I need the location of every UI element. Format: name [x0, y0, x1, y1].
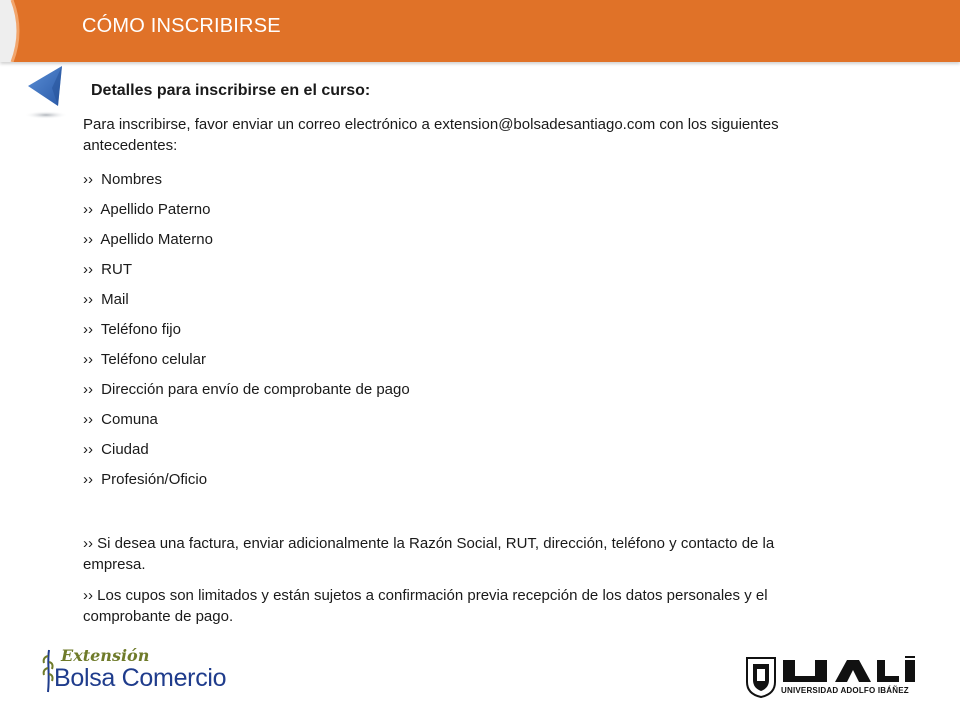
bullet-mark: ›› [83, 471, 93, 488]
title-bar [0, 0, 960, 62]
list-item-label: Comuna [101, 411, 158, 428]
bullet-mark: ›› [83, 381, 93, 398]
required-fields-list [83, 165, 828, 495]
note-text: Los cupos son limitados y están sujetos a confirmación previa recepción de los datos personales y el comprobante de pago. [83, 587, 768, 625]
extension-bolsa-comercio-logo [40, 645, 250, 695]
page-title: CÓMO INSCRIBIRSE [82, 15, 281, 37]
list-item-label: Apellido Materno [100, 231, 213, 248]
list-item-label: Teléfono fijo [100, 321, 181, 338]
invoice-note [83, 533, 828, 575]
uai-crest-icon [745, 656, 777, 698]
bullet-mark: ›› [83, 411, 93, 428]
list-item [83, 195, 828, 225]
list-item-label: Nombres [101, 171, 163, 188]
list-item [83, 165, 828, 195]
list-item-label: RUT [101, 261, 132, 278]
list-item [83, 285, 828, 315]
uai-wordmark [781, 656, 923, 684]
list-item-label: Dirección para envío de comprobante de pago [101, 381, 410, 398]
instructions-body [83, 114, 828, 495]
list-item [83, 465, 828, 495]
bullet-mark: ›› [83, 321, 93, 338]
bullet-mark: ›› [83, 587, 93, 604]
list-item-label: Profesión/Oficio [101, 471, 208, 488]
blue-arrow-bullet-icon [22, 64, 74, 122]
bullet-mark: ›› [83, 535, 93, 552]
logo-extension-text: Extensión [61, 646, 150, 665]
bullet-mark: ›› [83, 171, 93, 188]
bullet-mark: ›› [83, 201, 93, 218]
list-item-label: Mail [101, 291, 129, 308]
list-item [83, 255, 828, 285]
section-heading: Detalles para inscribirse en el curso: [91, 82, 371, 99]
list-item [83, 315, 828, 345]
list-item-label: Teléfono celular [100, 351, 206, 368]
uai-university-name: UNIVERSIDAD ADOLFO IBÁÑEZ [781, 686, 909, 695]
list-item [83, 345, 828, 375]
quota-note [83, 585, 828, 627]
list-item [83, 375, 828, 405]
list-item-label: Ciudad [101, 441, 149, 458]
bullet-mark: ›› [83, 261, 93, 278]
bullet-mark: ›› [83, 351, 93, 368]
bullet-mark: ›› [83, 441, 93, 458]
list-item [83, 435, 828, 465]
bullet-mark: ›› [83, 231, 93, 248]
intro-paragraph: Para inscribirse, favor enviar un correo electrónico a extension@bolsadesantiago.com con los siguientes antecedentes: [83, 116, 779, 154]
list-item-label: Apellido Paterno [100, 201, 211, 218]
list-item [83, 405, 828, 435]
list-item [83, 225, 828, 255]
note-text: Si desea una factura, enviar adicionalmente la Razón Social, RUT, dirección, teléfono y contacto de la empresa. [83, 535, 775, 573]
uai-logo [745, 654, 925, 700]
notes-block [83, 533, 828, 627]
title-bar-edge-decoration [0, 0, 26, 62]
bullet-mark: ›› [83, 291, 93, 308]
logo-brand-text: Bolsa Comercio [54, 664, 227, 692]
